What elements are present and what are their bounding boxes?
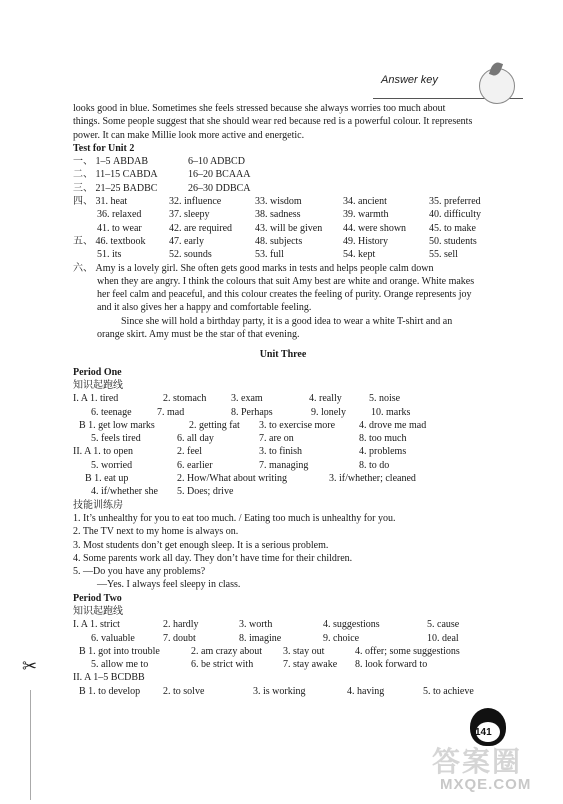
choice-cell: 16–20 BCAAA [188,169,251,181]
answer-row [73,658,493,671]
answer-cell: 4. drove me mad [359,419,427,431]
answer-cell: 6. valuable [91,632,135,644]
answer-row [73,645,493,658]
vocab-cell: 44. were shown [343,222,407,234]
essay-line: 六、 Amy is a lovely girl. She often gets good marks in tests and helps people calm down [73,262,434,274]
vocab-cell: 52. sounds [169,249,212,261]
choice-cell: 二、 11–15 CABDA [73,169,158,181]
vocab-cell: 43. will be given [255,222,323,234]
answer-cell: 8. Perhaps [231,406,273,418]
answer-cell: 10. deal [427,632,459,644]
watermark-url: MXQE.COM [440,776,532,793]
vocab-cell: 36. relaxed [97,209,142,221]
vocab-cell: 34. ancient [343,196,387,208]
vocab-cell: 五、 46. textbook [73,235,146,247]
scissors-icon: ✂ [22,656,38,676]
answer-row [73,632,493,645]
vocab-cell: 47. early [169,235,204,247]
answer-cell: 5. to achieve [423,685,474,697]
answer-cell: 8. too much [359,433,407,445]
answer-cell: 8. imagine [239,632,282,644]
answer-cell: 2. hardly [163,619,199,631]
answer-cell: 3. stay out [283,645,325,657]
intro-line: looks good in blue. Sometimes she feels stressed because she always worries too much about [73,103,446,114]
vocab-row [73,195,493,208]
answer-row [73,685,493,698]
answer-cell: I. A 1. strict [73,619,120,631]
answer-cell: 2. stomach [163,393,207,405]
essay-line: and it also gives her a happy and comfortable feeling. [97,302,312,314]
answer-cell: 9. lonely [311,406,346,418]
period-title: Period One [73,366,122,378]
answer-cell: 6. earlier [177,459,213,471]
choice-cell: 一、 1–5 ABDAB [73,156,149,168]
vocab-cell: 37. sleepy [169,209,210,221]
sentence-answer: —Yes. I always feel sleepy in class. [97,579,241,591]
cut-line [30,690,31,800]
answer-cell: 8. look forward to [355,659,428,671]
vocab-row [73,235,493,248]
answer-cell: 3. is working [253,685,306,697]
vocab-cell: 55. sell [429,249,458,261]
section-subtitle: 知识起跑线 [73,605,123,617]
answer-row [73,618,493,631]
choice-row [73,182,493,195]
unit-title: Unit Three [259,349,307,361]
answer-cell: 10. marks [371,406,411,418]
answer-cell: B 1. eat up [85,473,129,485]
answer-cell: 6. be strict with [191,659,254,671]
vocab-cell: 35. preferred [429,196,481,208]
section-subtitle: 知识起跑线 [73,379,123,391]
answer-cell: 5. allow me to [91,659,149,671]
answer-row [73,392,493,405]
answer-cell: 9. choice [323,632,360,644]
choice-cell: 三、 21–25 BADBC [73,182,158,194]
essay-line: when they are angry. I think the colours that suit Amy best are white and orange. White makes [97,275,475,287]
answer-cell: 2. to solve [163,685,205,697]
answer-cell: 6. all day [177,433,214,445]
answer-cell: 5. worried [91,459,133,471]
answer-row [73,432,493,445]
answer-cell: 3. worth [239,619,273,631]
answer-cell: 8. to do [359,459,390,471]
vocab-cell: 41. to wear [97,222,142,234]
answer-cell: 5. cause [427,619,460,631]
answer-cell: 5. feels tired [91,433,141,445]
sentence-answer: 1. It’s unhealthy for you to eat too much. / Eating too much is unhealthy for you. [73,512,396,524]
answer-cell: 4. really [309,393,342,405]
answer-cell: 4. offer; some suggestions [355,645,460,657]
answer-cell: 2. How/What about writing [177,473,287,485]
answer-cell: 6. teenage [91,406,132,418]
answer-cell: 7. are on [259,433,294,445]
vocab-row [73,222,493,235]
sentence-answer: 2. The TV next to my home is always on. [73,526,239,538]
sentence-answer: 3. Most students don’t get enough sleep. It is a serious problem. [73,539,329,551]
answer-cell: 3. to exercise more [259,419,336,431]
answer-cell: 4. if/whether she [91,486,158,498]
choice-row [73,168,493,181]
intro-line: power. It can make Millie look more active and energetic. [73,129,305,141]
vocab-cell: 54. kept [343,249,376,261]
answer-row [73,459,493,472]
answer-cell: 2. feel [177,446,202,458]
answer-cell: 4. suggestions [323,619,380,631]
vocab-cell: 38. sadness [255,209,301,221]
answer-content [73,102,493,698]
vocab-cell: 42. are required [169,222,233,234]
sentence-answer: 5. —Do you have any problems? [73,566,206,578]
vocab-cell: 32. influence [169,196,222,208]
answer-cell: 7. managing [259,459,309,471]
choice-cell: 6–10 ADBCD [188,156,245,168]
vocab-cell: 49. History [343,235,388,247]
answer-cell: 3. exam [231,393,263,405]
answer-cell: 7. mad [157,406,185,418]
choice-row [73,155,493,168]
answer-cell: II. A 1. to open [73,446,133,458]
answer-cell: B 1. got into trouble [79,645,160,657]
answer-cell: 2. getting fat [189,419,240,431]
answer-cell: 3. if/whether; cleaned [329,473,416,485]
essay-line: her feel calm and peaceful, and this colour creates the feeling of purity. Orange represents joy [97,289,472,301]
answer-cell: 5. noise [369,393,401,405]
vocab-cell: 51. its [97,249,122,261]
answer-cell: 4. problems [359,446,407,458]
answer-row [73,445,493,458]
vocab-cell: 四、 31. heat [73,196,128,208]
essay-line: Since she will hold a birthday party, it is a good idea to wear a white T-shirt and an [121,315,453,327]
answer-cell: I. A 1. tired [73,393,119,405]
answer-cell: B 1. get low marks [79,419,155,431]
vocab-cell: 48. subjects [255,235,303,247]
page-number: 141 [475,727,492,738]
answer-cell: 3. to finish [259,446,303,458]
test-unit2-title: Test for Unit 2 [73,142,135,154]
vocab-row [73,248,493,261]
intro-line: things. Some people suggest that she should wear red because red is a powerful colour. It represents [73,116,473,128]
answer-row [73,419,493,432]
answer-cell: 5. Does; drive [177,486,234,498]
vocab-row [73,208,493,221]
answer-row [73,472,493,485]
header-label: Answer key [381,74,438,86]
vocab-cell: 50. students [429,235,477,247]
choice-cell: 26–30 DDBCA [188,182,251,194]
answer-cell: 4. having [347,685,385,697]
sentence-answer: 4. Some parents work all day. They don’t have time for their children. [73,552,353,564]
vocab-cell: 40. difficulty [429,209,482,221]
section-subtitle: 技能训练房 [73,499,123,511]
watermark-logo: 答案圈 [432,746,523,777]
answer-cell: B 1. to develop [79,685,141,697]
answer-cell: 2. am crazy about [191,645,263,657]
answer-cell: 7. stay awake [283,659,338,671]
period-title: Period Two [73,592,122,604]
answer-row [73,485,493,498]
answer-row [73,406,493,419]
vocab-cell: 33. wisdom [255,196,302,208]
vocab-cell: 39. warmth [343,209,389,221]
answer-cell: 7. doubt [163,632,196,644]
vocab-cell: 45. to make [429,222,476,234]
essay-line: orange skirt. Amy must be the star of that evening. [97,329,300,341]
vocab-cell: 53. full [255,249,284,261]
answer-line: II. A 1–5 BCDBB [73,672,145,684]
